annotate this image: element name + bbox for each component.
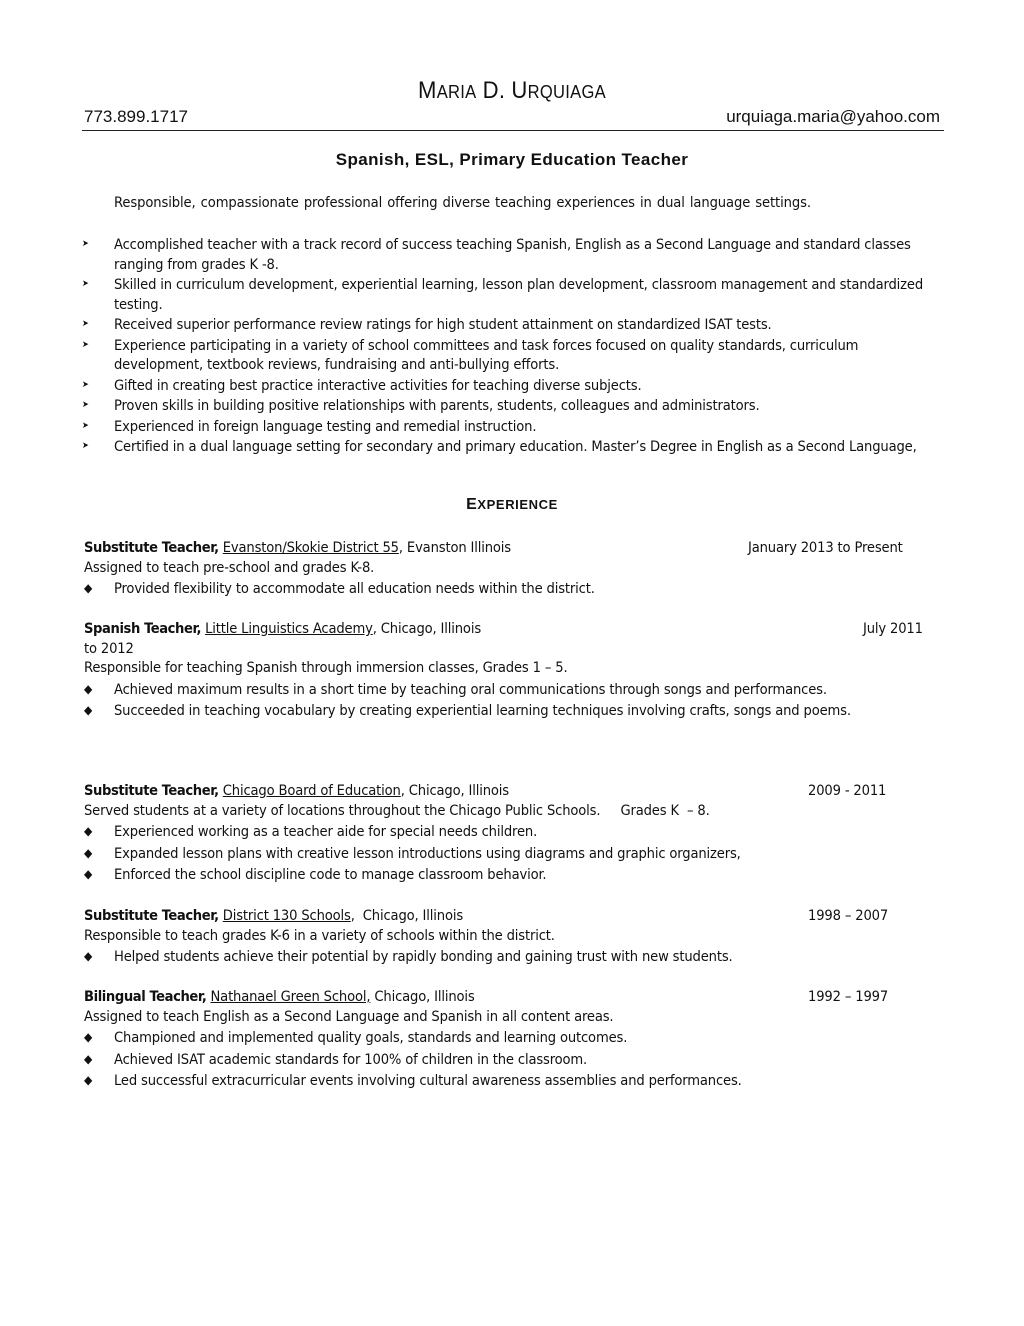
job-dates-continued: to 2012 <box>84 639 134 657</box>
job-dates: 1992 – 1997 <box>808 988 889 1005</box>
diamond-bullet-icon: ◆ <box>84 1051 93 1066</box>
job-location: Chicago, Illinois <box>370 988 475 1005</box>
job-entry <box>84 906 936 969</box>
arrow-bullet-icon: ➤ <box>82 239 89 249</box>
diamond-bullet-icon: ◆ <box>84 1030 93 1044</box>
job-bullets <box>84 1028 936 1091</box>
job-bullets <box>84 947 936 967</box>
phone-number: 773.899.1717 <box>84 107 188 126</box>
job-entry <box>84 987 936 1093</box>
job-header <box>84 619 936 639</box>
job-description: Assigned to teach English as a Second Language and Spanish in all content areas. <box>84 1007 614 1025</box>
diamond-bullet-icon: ◆ <box>84 949 93 963</box>
arrow-bullet-icon: ➤ <box>82 441 89 451</box>
highlight-item: ➤ Accomplished teacher with a track record of success teaching Spanish, English as a Second Language and standard classes ranging from grades K -8. <box>82 236 911 273</box>
highlight-item: ➤ Experienced in foreign language testing and remedial instruction. <box>82 417 537 435</box>
diamond-bullet-icon: ◆ <box>84 845 93 860</box>
job-bullets <box>84 822 936 885</box>
job-description: Responsible to teach grades K-6 in a variety of schools within the district. <box>84 926 555 944</box>
job-description: Responsible for teaching Spanish through immersion classes, Grades 1 – 5. <box>84 659 568 676</box>
job-header <box>84 906 936 926</box>
diamond-bullet-icon: ◆ <box>84 681 93 696</box>
candidate-name <box>41 77 983 105</box>
job-dates: 1998 – 2007 <box>808 907 889 924</box>
job-role: Spanish Teacher, <box>84 620 202 637</box>
highlight-item: ➤ Skilled in curriculum development, experiential learning, lesson plan development, classroom management and standardized testing. <box>82 276 924 313</box>
job-location: , Chicago, Illinois <box>350 907 464 924</box>
name-middle: D. <box>482 77 506 104</box>
job-bullet: ◆ Led successful extracurricular events involving cultural awareness assemblies and performances. <box>84 1072 742 1089</box>
diamond-bullet-icon: ◆ <box>84 581 93 595</box>
job-bullet: ◆ Achieved ISAT academic standards for 100% of children in the classroom. <box>84 1050 588 1068</box>
job-role: Substitute Teacher, <box>84 782 219 799</box>
job-role: Substitute Teacher, <box>84 907 219 924</box>
name-first-initial: M <box>418 77 437 104</box>
arrow-bullet-icon: ➤ <box>82 339 89 350</box>
job-bullet: ◆ Achieved maximum results in a short time by teaching oral communications through songs and performances. <box>84 680 827 698</box>
job-bullet: ◆ Expanded lesson plans with creative lesson introductions using diagrams and graphic organizers, <box>84 844 741 862</box>
diamond-bullet-icon: ◆ <box>84 1073 93 1087</box>
diamond-bullet-icon: ◆ <box>84 703 93 717</box>
job-header: Substitute Teacher, Evanston/Skokie District 55, Evanston Illinois January 2013 to Present <box>84 539 903 556</box>
highlight-item: ➤ Experience participating in a variety of school committees and task forces focused on quality standards, curriculum development, textbook reviews, fundraising and anti-bullying efforts. <box>82 336 859 373</box>
job-header <box>84 987 936 1007</box>
highlight-item: ➤ Received superior performance review ratings for high student attainment on standardized ISAT tests. <box>82 316 772 333</box>
job-role: Substitute Teacher, <box>84 539 219 556</box>
job-header: Substitute Teacher, Chicago Board of Education, Chicago, Illinois 2009 - 2011 <box>84 782 887 799</box>
job-dates: July 2011 <box>863 620 923 637</box>
job-location: Chicago, Illinois <box>404 782 509 799</box>
job-bullet: ◆ Championed and implemented quality goals, standards and learning outcomes. <box>84 1029 628 1046</box>
job-entry <box>84 619 936 723</box>
job-dates: 2009 - 2011 <box>808 782 887 799</box>
professional-headline: Spanish, ESL, Primary Education Teacher <box>335 150 689 169</box>
job-organization: District 130 Schools <box>222 907 351 924</box>
name-first-rest: ARIA <box>436 82 477 102</box>
job-location: , Chicago, Illinois <box>372 620 482 637</box>
diamond-bullet-icon: ◆ <box>84 824 93 838</box>
job-role: Bilingual Teacher, <box>84 988 207 1005</box>
highlights-list <box>80 235 930 458</box>
job-bullets <box>84 579 936 599</box>
job-location: Evanston Illinois <box>402 539 511 556</box>
name-last-rest: RQUIAGA <box>527 82 606 102</box>
job-organization: Little Linguistics Academy <box>205 620 373 637</box>
experience-heading: EXPERIENCE <box>466 496 558 513</box>
job-bullet: ◆ Experienced working as a teacher aide for special needs children. <box>84 823 538 840</box>
arrow-bullet-icon: ➤ <box>82 400 89 410</box>
diamond-bullet-icon: ◆ <box>84 867 93 881</box>
job-bullets <box>84 680 936 721</box>
arrow-bullet-icon: ➤ <box>82 420 89 431</box>
name-last-initial: U <box>511 77 528 104</box>
job-dates: January 2013 to Present <box>748 539 903 556</box>
job-bullet: ◆ Enforced the school discipline code to manage classroom behavior. <box>84 866 547 883</box>
job-organization: Chicago Board of Education <box>222 782 401 799</box>
job-organization: Evanston/Skokie District 55 <box>222 539 399 556</box>
job-entry <box>84 538 936 601</box>
arrow-bullet-icon: ➤ <box>82 279 89 289</box>
job-description: Served students at a variety of locations throughout the Chicago Public Schools. Grades K – 8. <box>84 801 710 819</box>
job-entry <box>84 781 936 887</box>
job-description: Assigned to teach pre-school and grades K-8. <box>84 558 375 576</box>
highlight-item: ➤ Proven skills in building positive relationships with parents, students, colleagues and administrators. <box>82 397 760 414</box>
arrow-bullet-icon: ➤ <box>82 319 89 329</box>
job-organization: Nathanael Green School, <box>210 988 371 1005</box>
arrow-bullet-icon: ➤ <box>82 379 89 390</box>
highlight-item: ➤ Gifted in creating best practice interactive activities for teaching diverse subjects. <box>82 376 642 394</box>
summary-statement: Responsible, compassionate professional offering diverse teaching experiences in dual language settings. <box>114 194 811 211</box>
highlight-item: ➤ Certified in a dual language setting for secondary and primary education. Master’s Degree in English as a Second Language, <box>82 438 917 455</box>
job-bullet: ◆ Provided flexibility to accommodate all education needs within the district. <box>84 580 595 597</box>
contact-line <box>84 107 940 127</box>
job-bullet: ◆ Helped students achieve their potential by rapidly bonding and gaining trust with new students. <box>84 948 733 965</box>
header-divider <box>82 130 944 131</box>
job-bullet: ◆ Succeeded in teaching vocabulary by creating experiential learning techniques involving crafts, songs and poems. <box>84 702 851 719</box>
email-address: urquiaga.maria@yahoo.com <box>726 107 940 126</box>
